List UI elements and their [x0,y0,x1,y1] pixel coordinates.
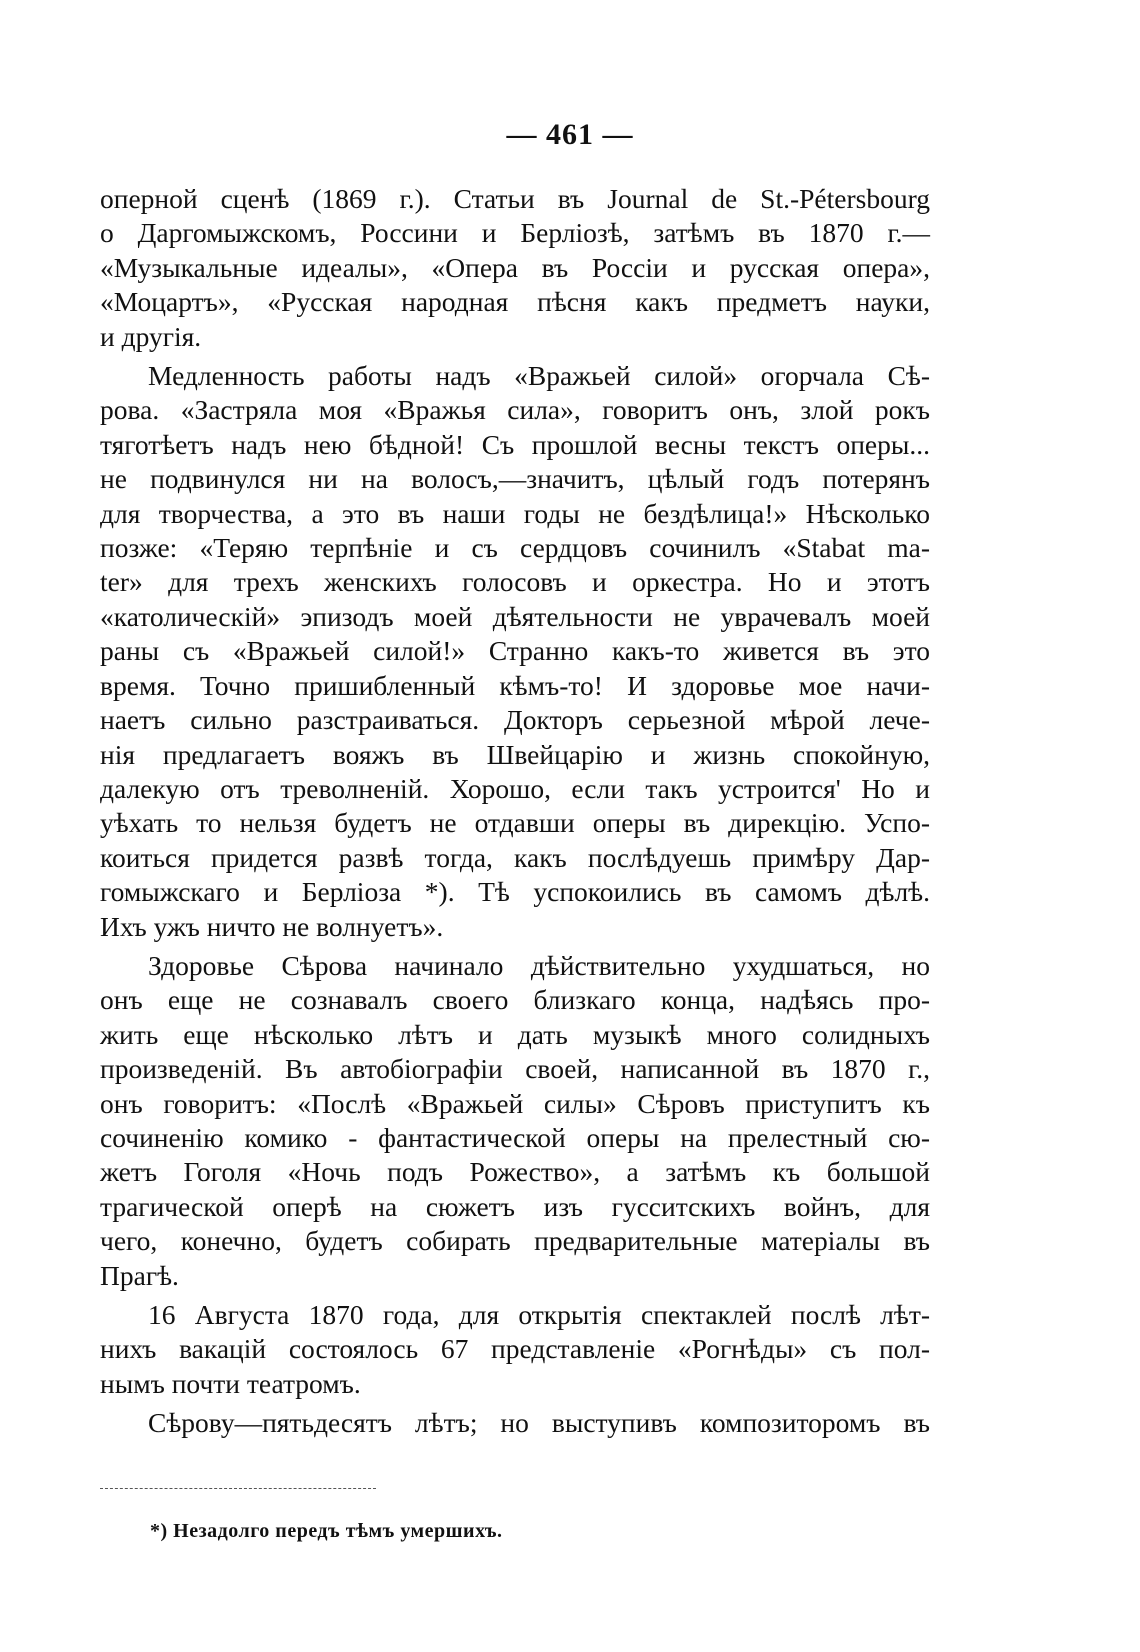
footnote-divider [100,1488,376,1489]
text-line: о Даргомыжскомъ, Россини и Берліозѣ, затѣмъ въ 1870 г.— [100,217,930,249]
body-text [100,182,930,1441]
text-line: чего, конечно, будетъ собирать предварительные матеріалы въ [100,1225,930,1257]
text-line: сочиненію комико - фантастической оперы на прелестный сю- [100,1121,930,1153]
paragraph-3 [100,949,930,1293]
text-line: «Музыкальные идеалы», «Опера въ Россіи и русская опера», [100,251,930,283]
text-line: раны съ «Вражьей силой!» Странно какъ-то живется въ это [100,635,930,667]
text-line: время. Точно пришибленный кѣмъ-то! И здоровье мое начи- [100,669,930,701]
text-line: позже: «Теряю терпѣніе и съ сердцовъ сочинилъ «Stabat ma- [100,532,930,564]
text-line: и другія. [100,320,202,352]
text-line: жетъ Гоголя «Ночь подъ Рожество», а затѣмъ къ большой [100,1156,930,1188]
text-line: онъ еще не сознавалъ своего близкаго конца, надѣясь про- [100,984,930,1016]
text-line: жить еще нѣсколько лѣтъ и дать музыкѣ много солидныхъ [100,1018,930,1050]
text-line: трагической оперѣ на сюжетъ изъ гусситскихъ войнъ, для [100,1190,930,1222]
text-line: тяготѣетъ надъ нею бѣдной! Съ прошлой весны текстъ оперы... [100,428,930,460]
text-line: 16 Августа 1870 года, для открытія спектаклей послѣ лѣт- [148,1299,930,1330]
footnote: *) Незадолго передъ тѣмъ умершихъ. [150,1520,503,1542]
text-line: нымъ почти театромъ. [100,1367,361,1399]
text-line: гомыжскаго и Берліоза *). Тѣ успокоились въ самомъ дѣлѣ. [100,876,930,908]
text-line: Здоровье Сѣрова начинало дѣйствительно ухудшаться, но [148,949,930,981]
text-line: произведеній. Въ автобіографіи своей, написанной въ 1870 г., [100,1053,930,1085]
text-line: не подвинулся ни на волосъ,—значитъ, цѣлый годъ потерянъ [100,463,930,495]
text-line: оперной сценѣ (1869 г.). Статьи въ Journal de St.-Pétersbourg [100,183,930,214]
text-line: нія предлагаетъ вояжъ въ Швейцарію и жизнь спокойную, [100,738,930,770]
text-line: «Моцартъ», «Русская народная пѣсня какъ предметъ науки, [100,286,930,318]
text-line: Ихъ ужъ ничто не волнуетъ». [100,910,444,942]
text-line: наетъ сильно разстраиваться. Докторъ серьезной мѣрой лече- [100,704,930,736]
text-line: для творчества, а это въ наши годы не бездѣлица!» Нѣсколько [100,497,930,529]
text-line: Прагѣ. [100,1259,179,1291]
text-line: далекую отъ треволненій. Хорошо, если такъ устроится' Но и [100,772,930,804]
paragraph-4 [100,1298,930,1401]
text-line: Медленность работы надъ «Вражьей силой» огорчала Сѣ- [148,360,930,392]
page-number: — 461 — [506,118,634,151]
text-line: Сѣрову—пятьдесятъ лѣтъ; но выступивъ композиторомъ въ [148,1407,930,1439]
text-line: уѣхать то нельзя будетъ не отдавши оперы въ дирекцію. Успо- [100,807,930,839]
text-line: онъ говоритъ: «Послѣ «Вражьей силы» Сѣровъ приступитъ къ [100,1087,930,1119]
paragraph-1 [100,182,930,354]
text-line: нихъ вакацій состоялось 67 представленіе «Рогнѣды» съ пол- [100,1333,930,1365]
paragraph-5 [100,1406,930,1440]
paragraph-2 [100,359,930,944]
text-line: ter» для трехъ женскихъ голосовъ и оркестра. Но и этотъ [100,566,930,598]
text-line: коиться придется развѣ тогда, какъ послѣдуешь примѣру Дар- [100,841,930,873]
text-line: рова. «Застряла моя «Вражья сила», говоритъ онъ, злой рокъ [100,394,930,426]
text-line: «католическій» эпизодъ моей дѣятельности не уврачевалъ моей [100,600,930,632]
